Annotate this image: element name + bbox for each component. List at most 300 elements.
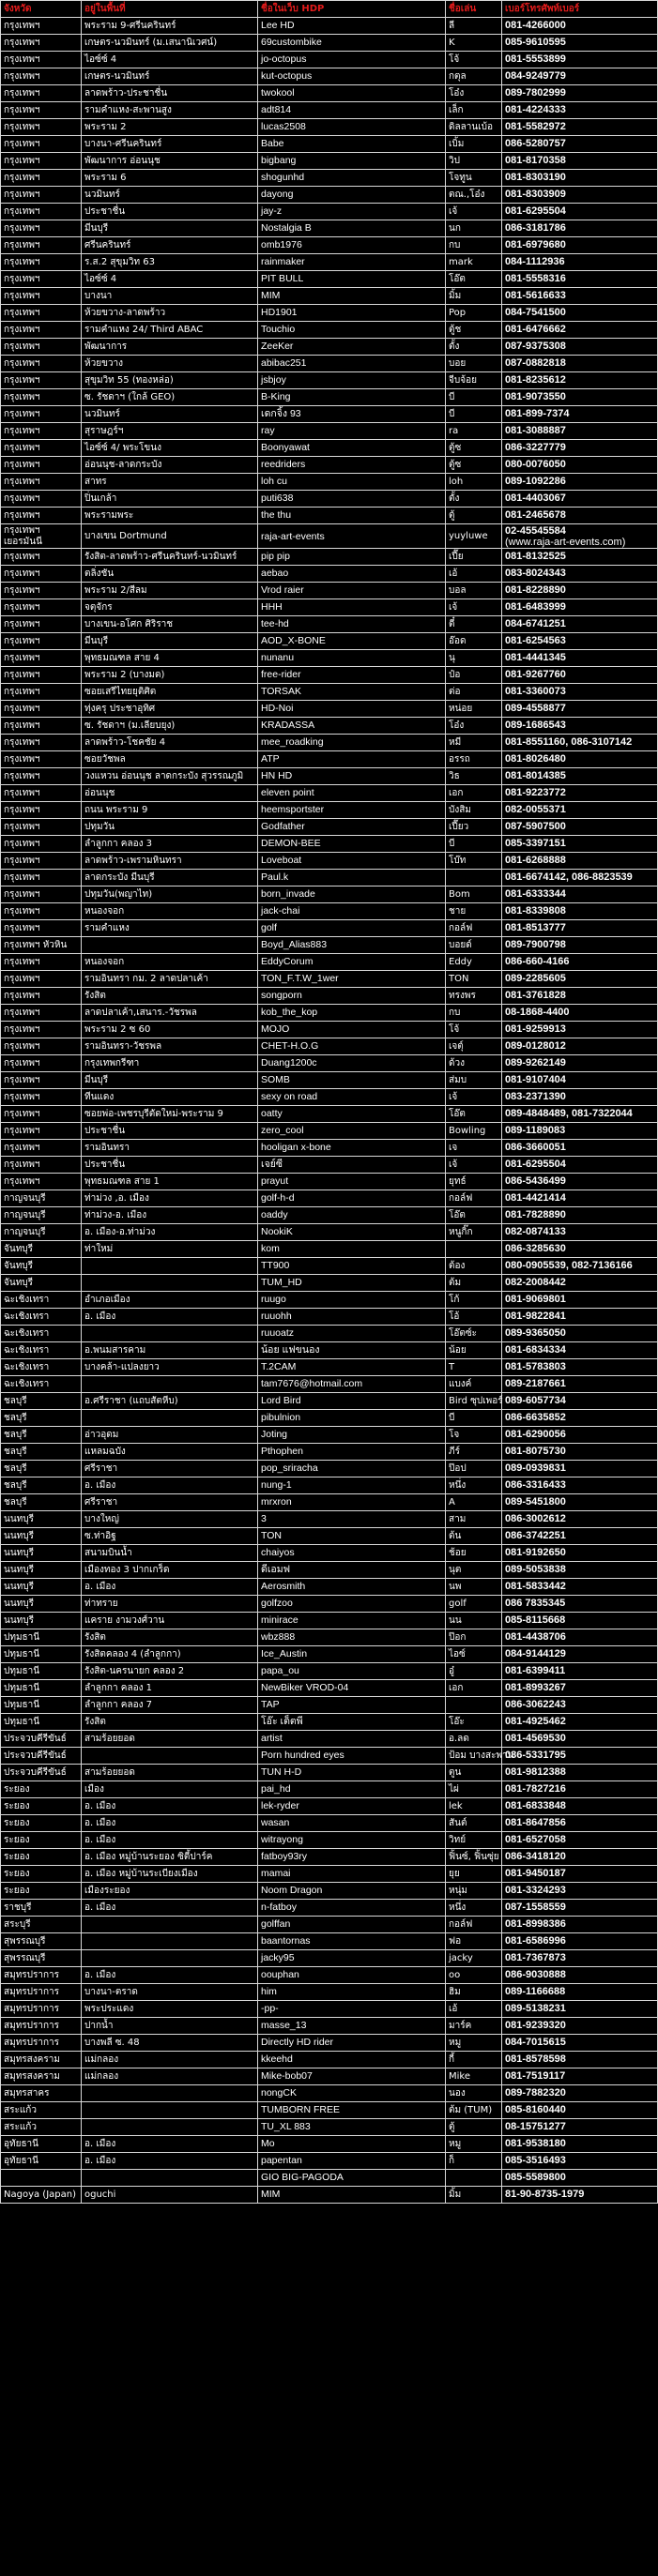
cell-web-name: HN HD: [258, 768, 446, 785]
cell-phone: 081-8513777: [502, 920, 658, 937]
cell-web-name: Ice_Austin: [258, 1646, 446, 1663]
table-row: [1, 474, 658, 491]
cell-phone: 081-8235612: [502, 372, 658, 389]
cell-province: ชลบุรี: [1, 1393, 82, 1410]
cell-area: ซ. รัชดาฯ (ใกล้ GEO): [82, 389, 258, 406]
cell-area: รามคำแหง-สะพานสูง: [82, 102, 258, 119]
cell-phone: 081-4403067: [502, 491, 658, 508]
cell-phone: 086-5280757: [502, 136, 658, 153]
cell-phone: 081-5558316: [502, 271, 658, 288]
cell-province: กาญจนบุรี: [1, 1190, 82, 1207]
cell-phone: 081-6290056: [502, 1427, 658, 1444]
cell-province: กรุงเทพฯ: [1, 701, 82, 718]
cell-province: กรุงเทพฯ: [1, 508, 82, 524]
cell-province: กรุงเทพฯ: [1, 372, 82, 389]
cell-area: พระราม 2/สีลม: [82, 583, 258, 599]
cell-nickname: บังสิม: [446, 802, 502, 819]
cell-province: กรุงเทพฯ: [1, 254, 82, 271]
cell-nickname: [446, 1241, 502, 1258]
table-row: [1, 785, 658, 802]
cell-nickname: วิป: [446, 153, 502, 170]
cell-web-name: DEMON-BEE: [258, 836, 446, 853]
cell-web-name: 3: [258, 1511, 446, 1528]
cell-province: ฉะเชิงเทรา: [1, 1309, 82, 1326]
cell-province: กาญจนบุรี: [1, 1224, 82, 1241]
table-row: [1, 701, 658, 718]
cell-phone: 081-3324293: [502, 1883, 658, 1900]
cell-province: กรุงเทพฯ: [1, 920, 82, 937]
cell-phone: 086-3742251: [502, 1528, 658, 1545]
cell-nickname: ตู้ซ: [446, 440, 502, 457]
cell-nickname: เอ้: [446, 2001, 502, 2018]
cell-nickname: ไผ่: [446, 1781, 502, 1798]
cell-province: สุพรรณบุรี: [1, 1950, 82, 1967]
cell-web-name: HD-Noi: [258, 701, 446, 718]
cell-province: กรุงเทพฯ: [1, 491, 82, 508]
cell-phone: 081-9259913: [502, 1022, 658, 1038]
cell-area: จตุจักร: [82, 599, 258, 616]
cell-province: กรุงเทพฯ: [1, 457, 82, 474]
cell-web-name: Aerosmith: [258, 1579, 446, 1596]
cell-area: อ. เมือง: [82, 2153, 258, 2170]
cell-province: กรุงเทพฯ: [1, 819, 82, 836]
cell-province: กรุงเทพฯ: [1, 119, 82, 136]
table-row: [1, 1275, 658, 1292]
cell-area: ท่าใหม่: [82, 1241, 258, 1258]
cell-web-name: Mike-bob07: [258, 2068, 446, 2085]
cell-nickname: [446, 870, 502, 886]
table-row: [1, 1596, 658, 1613]
cell-province: กรุงเทพฯ: [1, 356, 82, 372]
cell-phone: [502, 524, 658, 549]
cell-nickname: Eddy: [446, 954, 502, 971]
cell-phone: 086-3660051: [502, 1140, 658, 1157]
cell-web-name: ruugo: [258, 1292, 446, 1309]
cell-nickname: เปี๊ยว: [446, 819, 502, 836]
table-row: [1, 389, 658, 406]
cell-area: ลาดพร้าว-โชคชัย 4: [82, 735, 258, 751]
cell-area: รามอินทรา: [82, 1140, 258, 1157]
cell-area: สุราษฎร์ฯ: [82, 423, 258, 440]
cell-nickname: บอยด์: [446, 937, 502, 954]
cell-area: [82, 2170, 258, 2187]
cell-phone: 081-9450187: [502, 1866, 658, 1883]
cell-phone: 081-9822841: [502, 1309, 658, 1326]
cell-web-name: puti638: [258, 491, 446, 508]
cell-province: กรุงเทพฯ: [1, 305, 82, 322]
cell-province: นนทบุรี: [1, 1596, 82, 1613]
cell-province: นนทบุรี: [1, 1511, 82, 1528]
cell-phone: 081-6268888: [502, 853, 658, 870]
table-row: [1, 870, 658, 886]
cell-nickname: loh: [446, 474, 502, 491]
cell-phone: 089-2285605: [502, 971, 658, 988]
cell-web-name: tee-hd: [258, 616, 446, 633]
cell-nickname: อรรถ: [446, 751, 502, 768]
cell-area: นวมินทร์: [82, 406, 258, 423]
cell-nickname: ต้ม: [446, 1275, 502, 1292]
cell-web-name: EddyCorum: [258, 954, 446, 971]
cell-nickname: กอล์ฟ: [446, 920, 502, 937]
cell-nickname: บี: [446, 406, 502, 423]
cell-phone: 089-7802999: [502, 85, 658, 102]
cell-phone: 084-1112936: [502, 254, 658, 271]
cell-area: [82, 1376, 258, 1393]
table-row: [1, 1511, 658, 1528]
cell-web-name: sexy on road: [258, 1089, 446, 1106]
cell-web-name: aebao: [258, 566, 446, 583]
cell-phone: 082-2008442: [502, 1275, 658, 1292]
cell-province: กรุงเทพฯ: [1, 886, 82, 903]
table-row: [1, 322, 658, 339]
cell-nickname: มาร์ค: [446, 2018, 502, 2035]
cell-web-name: TUMBORN FREE: [258, 2102, 446, 2119]
cell-area: อ. เมือง: [82, 1832, 258, 1849]
cell-nickname: อ๊อด: [446, 633, 502, 650]
table-row: [1, 524, 658, 549]
cell-nickname: กบ: [446, 237, 502, 254]
cell-province: จันทบุรี: [1, 1241, 82, 1258]
table-row: [1, 1714, 658, 1731]
cell-phone: 086-6635852: [502, 1410, 658, 1427]
cell-province: อุทัยธานี: [1, 2136, 82, 2153]
cell-nickname: อู๋: [446, 1663, 502, 1680]
table-row: [1, 920, 658, 937]
cell-phone: 081-5616633: [502, 288, 658, 305]
cell-province: กรุงเทพฯ: [1, 406, 82, 423]
table-row: [1, 1359, 658, 1376]
cell-phone: 086-3002612: [502, 1511, 658, 1528]
cell-province: ระยอง: [1, 1781, 82, 1798]
cell-web-name: CHET-H.O.G: [258, 1038, 446, 1055]
cell-nickname: T: [446, 1359, 502, 1376]
cell-province: กรุงเทพฯ: [1, 768, 82, 785]
cell-area: [82, 937, 258, 954]
cell-web-name: Babe: [258, 136, 446, 153]
cell-area: บางนา-ศรีนครินทร์: [82, 136, 258, 153]
table-row: [1, 1781, 658, 1798]
cell-area: เมืองระยอง: [82, 1883, 258, 1900]
cell-province: กรุงเทพฯ: [1, 170, 82, 187]
cell-web-name: เจย์ซี: [258, 1157, 446, 1174]
table-row: [1, 119, 658, 136]
cell-area: [82, 2085, 258, 2102]
cell-nickname: น้อย: [446, 1342, 502, 1359]
cell-web-name: adt814: [258, 102, 446, 119]
cell-nickname: นอง: [446, 2085, 502, 2102]
cell-phone: 085-9610595: [502, 35, 658, 52]
table-row: [1, 1444, 658, 1461]
cell-phone: 085-8160440: [502, 2102, 658, 2119]
cell-nickname: โอ๊ต: [446, 1207, 502, 1224]
table-row: [1, 566, 658, 583]
cell-phone: 081-5582972: [502, 119, 658, 136]
cell-phone: 081-7828890: [502, 1207, 658, 1224]
cell-area: ประชาชื่น: [82, 1157, 258, 1174]
cell-province: กรุงเทพฯ: [1, 735, 82, 751]
table-row: [1, 356, 658, 372]
cell-phone: 081-8132525: [502, 549, 658, 566]
cell-phone: 081-4569530: [502, 1731, 658, 1748]
cell-phone: 081-8578598: [502, 2052, 658, 2068]
cell-phone: 08-15751277: [502, 2119, 658, 2136]
cell-nickname: ฮิม: [446, 1984, 502, 2001]
cell-phone: 081-6295504: [502, 1157, 658, 1174]
cell-area: ลาดปลาเค้า,เสนาร.-วัชรพล: [82, 1005, 258, 1022]
cell-phone: 086 7835345: [502, 1596, 658, 1613]
cell-nickname: [446, 2170, 502, 2187]
table-row: [1, 187, 658, 204]
table-row: [1, 153, 658, 170]
cell-web-name: witrayong: [258, 1832, 446, 1849]
cell-nickname: หนึ่ง: [446, 1900, 502, 1917]
cell-province: กาญจนบุรี: [1, 1207, 82, 1224]
cell-area: อ่อนนุช-ลาดกระบัง: [82, 457, 258, 474]
cell-web-name: ZeeKer: [258, 339, 446, 356]
cell-phone: 081-4925462: [502, 1714, 658, 1731]
table-row: [1, 2035, 658, 2052]
cell-area: มีนบุรี: [82, 1072, 258, 1089]
cell-province: ปทุมธานี: [1, 1663, 82, 1680]
cell-web-name: heemsportster: [258, 802, 446, 819]
cell-phone: 089-9262149: [502, 1055, 658, 1072]
cell-phone: 081-5553899: [502, 52, 658, 68]
cell-province: กรุงเทพฯ: [1, 18, 82, 35]
cell-web-name: Lord Bird: [258, 1393, 446, 1410]
table-row: [1, 1663, 658, 1680]
cell-phone: 081-9239320: [502, 2018, 658, 2035]
cell-province: กรุงเทพฯ: [1, 423, 82, 440]
cell-area: ทีนแดง: [82, 1089, 258, 1106]
table-row: [1, 937, 658, 954]
cell-area: สนามบินน้ำ: [82, 1545, 258, 1562]
cell-web-name: pip pip: [258, 549, 446, 566]
cell-nickname: A: [446, 1494, 502, 1511]
cell-area: พระราม 2 ซ 60: [82, 1022, 258, 1038]
cell-phone: 080-0076050: [502, 457, 658, 474]
cell-province: กรุงเทพฯ: [1, 322, 82, 339]
cell-phone: 081-4224333: [502, 102, 658, 119]
cell-nickname: วิทย์: [446, 1832, 502, 1849]
cell-area: แคราย งามวงศ์วาน: [82, 1613, 258, 1629]
cell-web-name: น้อย แฟขนอง: [258, 1342, 446, 1359]
table-row: [1, 220, 658, 237]
cell-phone: 086-3285630: [502, 1241, 658, 1258]
cell-province: กรุงเทพฯ: [1, 802, 82, 819]
cell-nickname: หนูกิ๊ก: [446, 1224, 502, 1241]
cell-phone: 081-3088887: [502, 423, 658, 440]
cell-area: ถนน พระราม 9: [82, 802, 258, 819]
table-row: [1, 1967, 658, 1984]
table-row: [1, 583, 658, 599]
cell-province: สมุทรสาคร: [1, 2085, 82, 2102]
cell-area: มีนบุรี: [82, 220, 258, 237]
cell-web-name: twokool: [258, 85, 446, 102]
cell-nickname: ดิลลานเบ้อ: [446, 119, 502, 136]
cell-nickname: วิธ: [446, 768, 502, 785]
cell-province: กรุงเทพฯ: [1, 853, 82, 870]
cell-province: กรุงเทพฯ: [1, 35, 82, 52]
header-row: [1, 1, 658, 18]
cell-web-name: Nostalgia B: [258, 220, 446, 237]
cell-area: อ. เมือง: [82, 1967, 258, 1984]
table-row: [1, 254, 658, 271]
table-row: [1, 2187, 658, 2204]
cell-phone: 086-3181786: [502, 220, 658, 237]
cell-web-name: raja-art-events: [258, 524, 446, 549]
cell-phone: 084-9249779: [502, 68, 658, 85]
cell-nickname: กี้: [446, 2052, 502, 2068]
cell-nickname: โอ๊ต: [446, 1106, 502, 1123]
cell-web-name: prayut: [258, 1174, 446, 1190]
cell-province: กรุงเทพฯ: [1, 1055, 82, 1072]
cell-phone: 081-9192650: [502, 1545, 658, 1562]
cell-nickname: เจ้: [446, 204, 502, 220]
cell-nickname: อ.ลด: [446, 1731, 502, 1748]
cell-web-name: 69custombike: [258, 35, 446, 52]
cell-area: [82, 1275, 258, 1292]
cell-area: ปิ่นเกล้า: [82, 491, 258, 508]
cell-nickname: เจ้: [446, 1157, 502, 1174]
cell-area: ไอซ์ซ์ 4: [82, 271, 258, 288]
cell-province: กรุงเทพฯ: [1, 1140, 82, 1157]
cell-area: อ. เมือง: [82, 1579, 258, 1596]
cell-phone: 081-8647856: [502, 1815, 658, 1832]
cell-web-name: golf-h-d: [258, 1190, 446, 1207]
cell-nickname: นพ: [446, 1579, 502, 1596]
table-row: [1, 1562, 658, 1579]
cell-nickname: ชาย: [446, 903, 502, 920]
cell-province: กรุงเทพฯ: [1, 903, 82, 920]
cell-nickname: ป๊อป: [446, 1461, 502, 1477]
cell-phone: 081-8170358: [502, 153, 658, 170]
cell-phone: 081-6979680: [502, 237, 658, 254]
cell-area: ศรีราชา: [82, 1461, 258, 1477]
cell-nickname: โจทูน: [446, 170, 502, 187]
table-row: [1, 52, 658, 68]
cell-web-name: tam7676@hotmail.com: [258, 1376, 446, 1393]
cell-web-name: kob_the_kop: [258, 1005, 446, 1022]
cell-phone: 087-1558559: [502, 1900, 658, 1917]
cell-province: ชลบุรี: [1, 1477, 82, 1494]
cell-phone: 081-6399411: [502, 1663, 658, 1680]
cell-nickname: TON: [446, 971, 502, 988]
cell-nickname: Pop: [446, 305, 502, 322]
cell-web-name: TON: [258, 1528, 446, 1545]
cell-phone: 089-4558877: [502, 701, 658, 718]
cell-area: อ. เมือง หมู่บ้านระเบียงเมือง: [82, 1866, 258, 1883]
cell-nickname: Mike: [446, 2068, 502, 2085]
table-body: [1, 18, 658, 2204]
cell-province: สมุทรปราการ: [1, 1967, 82, 1984]
cell-nickname: บี: [446, 836, 502, 853]
table-row: [1, 1849, 658, 1866]
cell-phone: 081-5833442: [502, 1579, 658, 1596]
cell-province: ประจวบคีรีขันธ์: [1, 1765, 82, 1781]
cell-nickname: ภีร์: [446, 1444, 502, 1461]
cell-nickname: ตู้ช: [446, 322, 502, 339]
table-row: [1, 1055, 658, 1072]
cell-province: กรุงเทพฯ: [1, 1106, 82, 1123]
cell-nickname: ป๊อก: [446, 1629, 502, 1646]
cell-web-name: Paul.k: [258, 870, 446, 886]
cell-area: บางคล้า-แปลงยาว: [82, 1359, 258, 1376]
table-row: [1, 1494, 658, 1511]
cell-area: ลำลูกกา คลอง 3: [82, 836, 258, 853]
table-row: [1, 1528, 658, 1545]
cell-province: กรุงเทพฯ: [1, 1038, 82, 1055]
cell-web-name: jo-octopus: [258, 52, 446, 68]
cell-province: สุพรรณบุรี: [1, 1933, 82, 1950]
cell-phone: 081-4441345: [502, 650, 658, 667]
table-row: [1, 372, 658, 389]
cell-phone: 086-9030888: [502, 1967, 658, 1984]
table-row: [1, 339, 658, 356]
cell-phone: 089-5451800: [502, 1494, 658, 1511]
cell-phone: 080-0905539, 082-7136166: [502, 1258, 658, 1275]
cell-phone: 085-3516493: [502, 2153, 658, 2170]
cell-province: กรุงเทพฯ: [1, 633, 82, 650]
cell-area: [82, 2102, 258, 2119]
cell-web-name: โอ๊ะ เต็ตพี: [258, 1714, 446, 1731]
cell-province: สมุทรปราการ: [1, 2018, 82, 2035]
cell-province: กรุงเทพฯ: [1, 220, 82, 237]
cell-phone: 081-8993267: [502, 1680, 658, 1697]
table-row: [1, 2068, 658, 2085]
cell-area: พระประแดง: [82, 2001, 258, 2018]
cell-web-name: omb1976: [258, 237, 446, 254]
cell-province: กรุงเทพฯ: [1, 566, 82, 583]
table-row: [1, 684, 658, 701]
cell-nickname: หนุ่ม: [446, 1883, 502, 1900]
cell-province: ชลบุรี: [1, 1461, 82, 1477]
table-row: [1, 423, 658, 440]
cell-nickname: ป้อม บางสะพาน: [446, 1748, 502, 1765]
table-row: [1, 288, 658, 305]
table-row: [1, 170, 658, 187]
cell-area: รามคำแหง: [82, 920, 258, 937]
header-province: จังหวัด: [1, 1, 82, 18]
cell-phone: 08-1868-4400: [502, 1005, 658, 1022]
header-phone: เบอร์โทรศัพท์เบอร์: [502, 1, 658, 18]
cell-phone: 081-9223772: [502, 785, 658, 802]
cell-nickname: มิ้ม: [446, 288, 502, 305]
table-row: [1, 768, 658, 785]
table-row: [1, 1241, 658, 1258]
cell-nickname: โอ๊ต: [446, 271, 502, 288]
cell-area: พระราม 2 (บางมด): [82, 667, 258, 684]
cell-area: พระรามพระ: [82, 508, 258, 524]
cell-web-name: TU_XL 883: [258, 2119, 446, 2136]
cell-phone: 086-5436499: [502, 1174, 658, 1190]
cell-web-name: wbz888: [258, 1629, 446, 1646]
cell-phone: 081-9538180: [502, 2136, 658, 2153]
cell-nickname: กบ: [446, 1005, 502, 1022]
cell-province: นนทบุรี: [1, 1545, 82, 1562]
cell-area: ประชาชื่น: [82, 204, 258, 220]
cell-area: ประชาชื่น: [82, 1123, 258, 1140]
table-row: [1, 1461, 658, 1477]
table-row: [1, 1815, 658, 1832]
cell-province: ชลบุรี: [1, 1444, 82, 1461]
cell-web-name: TON_F.T.W_1wer: [258, 971, 446, 988]
cell-province: อุทัยธานี: [1, 2153, 82, 2170]
cell-web-name: kkeehd: [258, 2052, 446, 2068]
table-row: [1, 1629, 658, 1646]
table-row: [1, 2170, 658, 2187]
cell-phone: 089-2187661: [502, 1376, 658, 1393]
cell-province: กรุงเทพฯ: [1, 971, 82, 988]
